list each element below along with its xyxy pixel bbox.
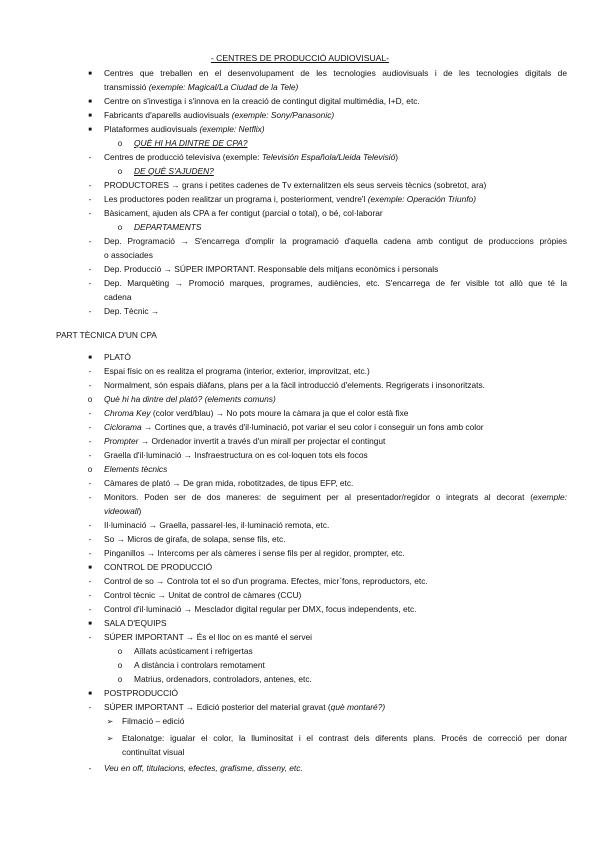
dash-bullet-icon: -	[88, 181, 92, 190]
section-heading: PART TÈCNICA D'UN CPA	[56, 330, 157, 340]
dash-bullet-icon: -	[88, 437, 92, 446]
subheading: DEPARTAMENTS	[134, 222, 202, 232]
text-line: Ciclorama → Cortines que, a través d'il·luminació, pot variar el seu color i conseguir un fons amb color	[104, 422, 484, 432]
dash-bullet-icon: -	[88, 367, 92, 376]
text-line: Espai físic on es realitza el programa (interior, exterior, improvitzat, etc.)	[104, 366, 370, 376]
text-line: Prompter → Ordenador invertit a través d'un mirall per projectar el contingut	[104, 436, 386, 446]
subheading: SALA D'EQUIPS	[104, 618, 167, 628]
text-line: Normalment, són espais diàfans, plans per a la fàcil introducció d'elements. Regrigerats i insonoritzats.	[104, 380, 485, 390]
dash-bullet-icon: -	[88, 535, 92, 544]
text-line: Filmació – edició	[122, 716, 185, 726]
text-line: Càmares de plató → De gran mida, robotitzades, de tipus EFP, etc.	[104, 478, 354, 488]
text-line: Fabricants d'aparells audiovisuals (exemple: Sony/Panasonic)	[104, 110, 335, 120]
circle-bullet-icon: o	[117, 675, 123, 684]
dash-bullet-icon: -	[88, 605, 92, 614]
circle-bullet-icon: o	[117, 139, 123, 148]
text-line: Dep. Marquèting → Promoció marques, programes, audiències, etc. S'encarrega de fer visible tot allò que té la	[104, 278, 567, 288]
text-line: Veu en off, titulacions, efectes, grafisme, disseny, etc.	[104, 763, 303, 773]
text-line: So → Micros de girafa, de solapa, sense fils, etc.	[104, 534, 286, 544]
text-line: Control tècnic → Unitat de control de càmares (CCU)	[104, 590, 302, 600]
subheading: POSTPRODUCCIÓ	[104, 688, 178, 698]
dash-bullet-icon: -	[88, 279, 92, 288]
text-line: Graella d'il·luminació → Insfraestructura on es col·loquen tots els focos	[104, 450, 368, 460]
arrow-bullet-icon: ➢	[106, 734, 114, 743]
dash-bullet-icon: -	[88, 195, 92, 204]
subheading: QUÈ HI HA DINTRE DE CPA?	[134, 138, 248, 148]
dash-bullet-icon: -	[88, 237, 92, 246]
subheading: CONTROL DE PRODUCCIÓ	[104, 562, 213, 572]
square-bullet-icon: ■	[88, 113, 92, 119]
text-line: Elements tècnics	[104, 464, 168, 474]
text-line: Pinganillos → Intercoms per als càmeres i sense fils per al regidor, prompter, etc.	[104, 548, 405, 558]
subheading: DE QUÈ S'AJUDEN?	[134, 166, 214, 176]
dash-bullet-icon: -	[88, 703, 92, 712]
text-line: Dep. Tècnic →	[104, 306, 160, 316]
text-line: Monitors. Poden ser de dos maneres: de seguiment per al presentador/regidor o integrats al decorat (exemple:	[104, 492, 567, 502]
text-line: SÚPER IMPORTANT → Edició posterior del material gravat (què montaré?)	[104, 702, 386, 712]
text-line: Matrius, ordenadors, controladors, antenes, etc.	[134, 674, 312, 684]
circle-bullet-icon: o	[117, 223, 123, 232]
subheading: PLATÓ	[104, 352, 131, 362]
square-bullet-icon: ■	[88, 71, 92, 77]
dash-bullet-icon: -	[88, 549, 92, 558]
text-line: Dep. Producció → SÚPER IMPORTANT. Responsable dels mitjans econòmics i personals	[104, 264, 439, 274]
text-line: Centres que treballen en el desenvolupament de les tecnologies audiovisuals i de les tecnologies digitals de	[104, 68, 567, 78]
text-line: transmissió (exemple: Magical/La Ciudad de la Tele)	[104, 82, 299, 92]
text-line: Plataformes audiovisuals (exemple: Netflix)	[104, 124, 265, 134]
square-bullet-icon: ■	[88, 621, 92, 627]
dash-bullet-icon: -	[88, 409, 92, 418]
text-line: Control d'il·luminació → Mesclador digital regular per DMX, focus independents, etc.	[104, 604, 417, 614]
dash-bullet-icon: -	[88, 265, 92, 274]
dash-bullet-icon: -	[88, 577, 92, 586]
arrow-bullet-icon: ➢	[106, 717, 114, 726]
text-line: o associades	[104, 250, 153, 260]
text-line: continuïtat visual	[122, 747, 185, 757]
dash-bullet-icon: -	[88, 307, 92, 316]
dash-bullet-icon: -	[88, 451, 92, 460]
text-line: Les productores poden realitzar un programa i, posteriorment, vendre'l (exemple: Operación Triunfo)	[104, 194, 477, 204]
dash-bullet-icon: -	[88, 153, 92, 162]
text-line: Centres de producció televisiva (exemple: Televisión Española/Lleida Televisió)	[104, 152, 399, 162]
circle-bullet-icon: o	[87, 465, 93, 474]
text-line: cadena	[104, 292, 132, 302]
text-line: Aïllats acústicament i refrigertas	[134, 646, 253, 656]
text-line: Bàsicament, ajuden als CPA a fer contigut (parcial o total), o bé, col·laborar	[104, 208, 383, 218]
circle-bullet-icon: o	[117, 167, 123, 176]
circle-bullet-icon: o	[117, 661, 123, 670]
text-line: Centre on s'investiga i s'innova en la creació de contingut digital multimèdia, I+D, etc.	[104, 96, 420, 106]
circle-bullet-icon: o	[87, 395, 93, 404]
square-bullet-icon: ■	[88, 691, 92, 697]
dash-bullet-icon: -	[88, 764, 92, 773]
dash-bullet-icon: -	[88, 521, 92, 530]
text-line: PRODUCTORES → grans i petites cadenes de Tv externalitzen els seus serveis tècnics (sobretot, ara)	[104, 180, 487, 190]
text-line: Control de so → Controla tot el so d'un programa. Efectes, micr`fons, reproductors, etc.	[104, 576, 428, 586]
square-bullet-icon: ■	[88, 355, 92, 361]
text-line: Etalonatge: igualar el color, la lluminositat i el contrast dels diferents plans. Procés de correcció per donar	[122, 733, 567, 743]
dash-bullet-icon: -	[88, 591, 92, 600]
page-title: - CENTRES DE PRODUCCIÓ AUDIOVISUAL-	[210, 53, 390, 63]
square-bullet-icon: ■	[88, 565, 92, 571]
dash-bullet-icon: -	[88, 381, 92, 390]
text-line: A distància i controlars remotament	[134, 660, 265, 670]
dash-bullet-icon: -	[88, 423, 92, 432]
circle-bullet-icon: o	[117, 647, 123, 656]
text-line: Chroma Key (color verd/blau) → No pots moure la càmara ja que el color està fixe	[104, 408, 409, 418]
square-bullet-icon: ■	[88, 127, 92, 133]
text-line: Què hi ha dintre del plató? (elements comuns)	[104, 394, 276, 404]
dash-bullet-icon: -	[88, 493, 92, 502]
text-line: videowall)	[104, 506, 142, 516]
dash-bullet-icon: -	[88, 479, 92, 488]
square-bullet-icon: ■	[88, 99, 92, 105]
dash-bullet-icon: -	[88, 209, 92, 218]
dash-bullet-icon: -	[88, 633, 92, 642]
text-line: Il·luminació → Graella, passarel·les, il·luminació remota, etc.	[104, 520, 330, 530]
text-line: Dep. Programació → S'encarrega d'omplir la programació d'aquella cadena amb contigut de produccions pròpies	[104, 236, 567, 246]
text-line: SÚPER IMPORTANT → És el lloc on es manté el servei	[104, 632, 313, 642]
